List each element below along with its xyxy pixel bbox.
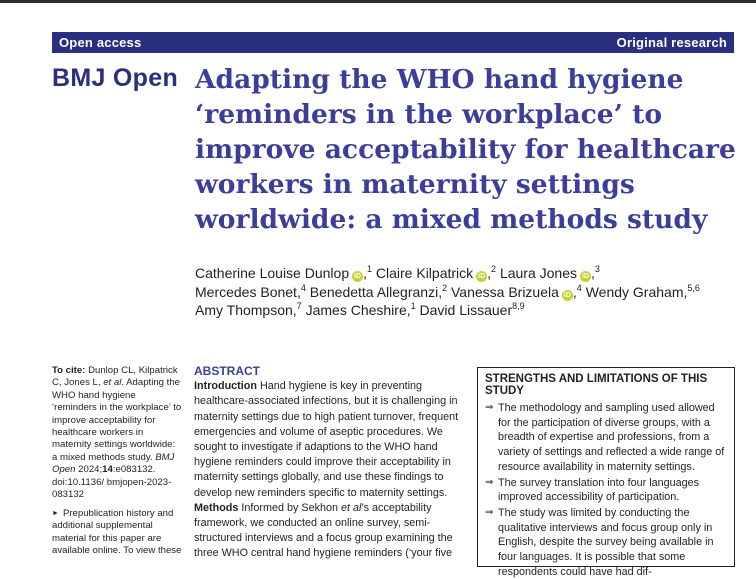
methods-label: Methods bbox=[194, 501, 239, 514]
author-separator: , bbox=[406, 302, 411, 318]
author-separator: , bbox=[438, 283, 443, 300]
open-access-label: Open access bbox=[59, 35, 142, 50]
strengths-title: STRENGTHS AND LIMITATIONS OF THIS STUDY bbox=[485, 373, 708, 397]
affiliation-marker: 8,9 bbox=[512, 301, 525, 311]
author-name: Amy Thompson bbox=[195, 302, 293, 318]
prepublication-note bbox=[52, 508, 182, 558]
cite-year: 2024; bbox=[75, 464, 103, 476]
author bbox=[420, 302, 525, 318]
article-type-banner bbox=[52, 32, 734, 53]
author bbox=[195, 302, 302, 318]
cite-text: . Adapting the WHO hand hygiene ‘reminders in the workplace’ to improve acceptability for healthcare workers in maternity settings worldwide: a mixed methods study. bbox=[52, 377, 182, 463]
author-name: James Cheshire bbox=[305, 302, 407, 318]
author-separator: , bbox=[572, 283, 577, 300]
author-name: Wendy Graham bbox=[585, 283, 684, 300]
author bbox=[451, 284, 582, 300]
list-item bbox=[485, 401, 727, 475]
author-name: Laura Jones bbox=[499, 265, 578, 281]
cite-volume: 14 bbox=[102, 464, 113, 476]
list-item-text: The survey translation into four languages improved accessibility of participation. bbox=[498, 476, 700, 504]
author-separator: , bbox=[487, 265, 492, 281]
author-separator: , bbox=[363, 265, 367, 281]
author-separator: , bbox=[683, 283, 688, 300]
author bbox=[195, 284, 306, 300]
author-name: Vanessa Brizuela bbox=[450, 283, 559, 300]
affiliation-marker: 5,6 bbox=[687, 282, 700, 293]
author bbox=[310, 284, 447, 300]
top-rule bbox=[0, 0, 756, 3]
orcid-icon[interactable]: iD bbox=[563, 291, 571, 299]
author bbox=[306, 302, 416, 318]
affiliation-marker: 3 bbox=[594, 264, 600, 274]
cite-doi[interactable]: :e083132. doi:10.1136/ bmjopen-2023-083132 bbox=[52, 464, 172, 501]
author-separator: , bbox=[591, 265, 595, 281]
arrow-bullet-icon: ⇒ bbox=[485, 476, 494, 488]
author bbox=[376, 265, 496, 281]
affiliation-marker: 2 bbox=[442, 282, 448, 293]
author-separator: , bbox=[292, 302, 297, 318]
methods-etal: et al bbox=[341, 501, 362, 514]
abstract-section bbox=[194, 364, 466, 562]
affiliation-marker: 1 bbox=[410, 301, 416, 311]
strengths-limitations-box bbox=[477, 367, 735, 578]
abstract-heading: ABSTRACT bbox=[194, 364, 260, 378]
strengths-list bbox=[485, 401, 727, 579]
list-item bbox=[485, 506, 727, 579]
author-name: Mercedes Bonet bbox=[195, 283, 297, 300]
intro-text: Hand hygiene is key in preventing healthcare-associated infections, but it is challenging in maternity settings due to high patient turnover, frequent emergencies and volume of aseptic procedures. We sought to investigate if adaptions to the WHO hand hygiene reminders could improve their acceptability in maternity settings globally, and use these findings to develop new reminders specific to maternity settings. bbox=[194, 380, 459, 499]
orcid-icon[interactable]: iD bbox=[582, 273, 590, 280]
cite-etal: et al bbox=[103, 377, 122, 389]
author bbox=[586, 284, 700, 300]
cite-label: To cite: bbox=[52, 365, 86, 376]
list-item-text: The methodology and sampling used allowed for the participation of diverse groups, with a breadth of expertise and professions, from a variety of settings and reflected a wide range of resource availability in maternity settings. bbox=[498, 402, 725, 473]
intro-label: Introduction bbox=[194, 380, 257, 393]
affiliation-marker: 2 bbox=[491, 264, 497, 274]
affiliation-marker: 7 bbox=[296, 301, 302, 311]
prepub-text: Prepublication history and additional supplemental material for this paper are available online. To view these bbox=[52, 508, 182, 557]
author-separator: , bbox=[296, 283, 301, 300]
author-name: Claire Kilpatrick bbox=[375, 265, 474, 281]
affiliation-marker: 4 bbox=[300, 282, 306, 293]
arrow-bullet-icon: ⇒ bbox=[485, 402, 494, 413]
article-title: Adapting the WHO hand hygiene ‘reminders in the workplace’ to improve acceptability for healthcare workers in maternity settings worldwide: a mixed methods study bbox=[195, 64, 736, 235]
list-item-text: The study was limited by conducting the qualitative interviews and focus group only in English, despite the survey being available in four languages. It is possible that some respondents could have had dif- bbox=[498, 506, 714, 578]
methods-text: Informed by Sekhon bbox=[238, 501, 342, 514]
article-category-label: Original research bbox=[616, 35, 727, 50]
orcid-icon[interactable]: iD bbox=[478, 273, 486, 280]
author bbox=[500, 265, 600, 281]
affiliation-marker: 1 bbox=[367, 264, 373, 274]
triangle-bullet-icon: ► bbox=[52, 510, 59, 517]
journal-logo: BMJ Open bbox=[52, 64, 179, 92]
author-name: Catherine Louise Dunlop bbox=[195, 265, 350, 281]
cite-journal: BMJ Open bbox=[52, 451, 175, 476]
author-name: Benedetta Allegranzi bbox=[309, 283, 439, 300]
list-item bbox=[485, 476, 727, 505]
author-name: David Lissauer bbox=[419, 302, 513, 318]
arrow-bullet-icon: ⇒ bbox=[485, 506, 494, 518]
author-list bbox=[195, 264, 755, 320]
orcid-icon[interactable]: iD bbox=[354, 273, 362, 280]
affiliation-marker: 4 bbox=[576, 282, 582, 293]
author bbox=[195, 265, 372, 281]
citation-block bbox=[52, 365, 182, 501]
cite-text: Dunlop CL, Kilpatrick C, Jones L, bbox=[52, 365, 178, 389]
methods-text: ’s acceptability framework, we conducted an online survey, semi-structured interviews and a focus group examining the three WHO central hand hygiene reminders (‘your five bbox=[194, 501, 453, 560]
